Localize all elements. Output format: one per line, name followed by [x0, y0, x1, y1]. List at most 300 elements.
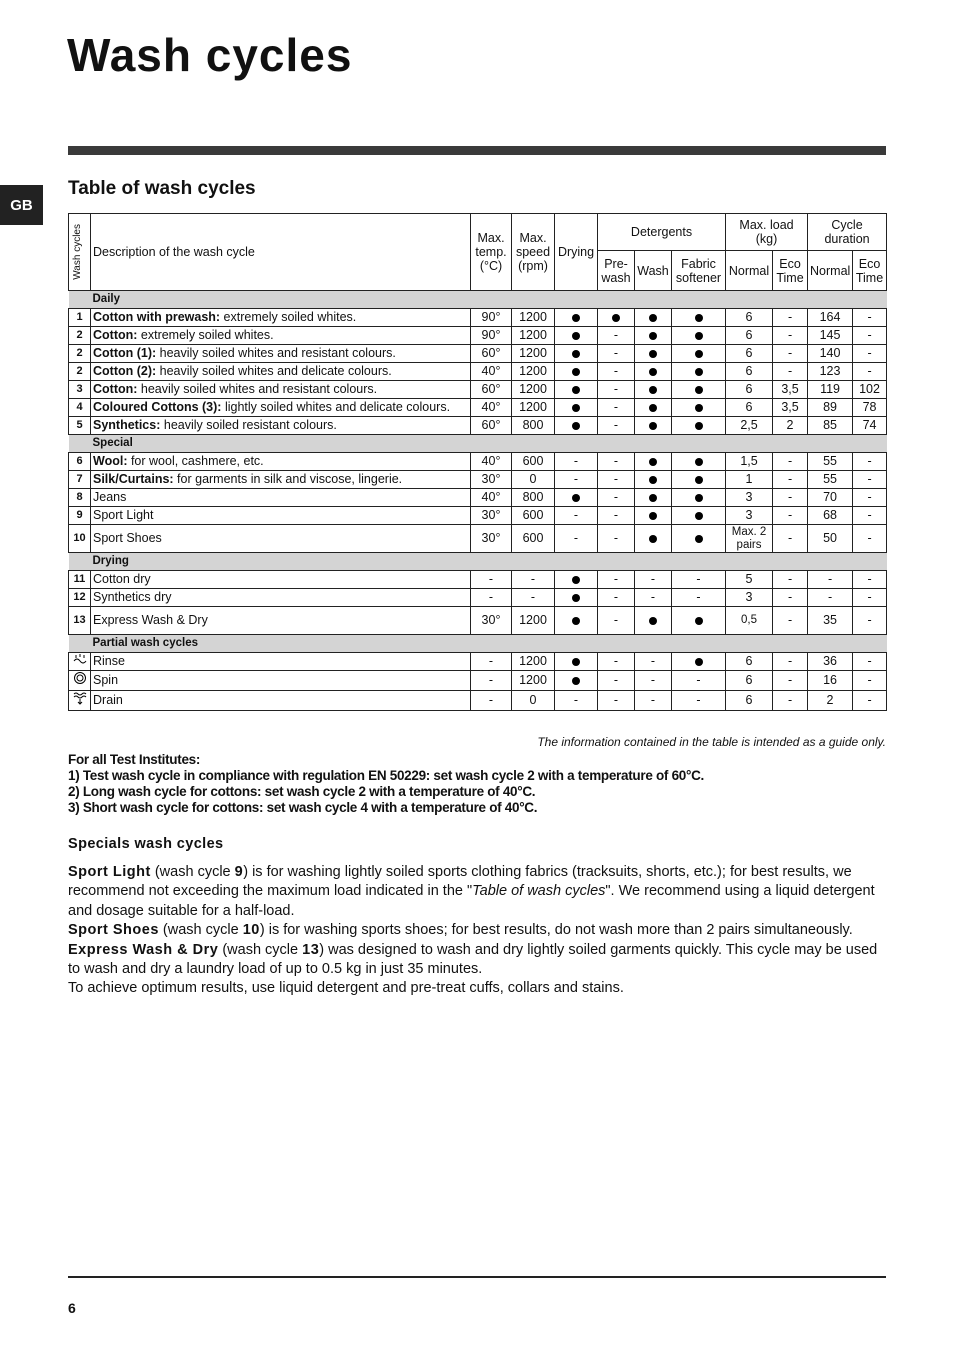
- temp-cell: -: [471, 589, 512, 607]
- load_eco-cell: -: [773, 453, 808, 471]
- cycle-description: Jeans: [91, 489, 471, 507]
- softener-cell: [672, 327, 726, 345]
- table-row: [69, 507, 887, 525]
- load-normal-header: Normal: [726, 251, 773, 291]
- prewash-cell: -: [598, 345, 635, 363]
- bullet-icon: [649, 386, 657, 394]
- dur_eco-cell: -: [853, 489, 887, 507]
- softener-cell: -: [672, 589, 726, 607]
- wash-cell: [635, 345, 672, 363]
- speed-cell: 1200: [512, 607, 555, 635]
- temp-cell: 30°: [471, 607, 512, 635]
- spin-icon: [69, 671, 91, 691]
- cycle-description: Silk/Curtains: for garments in silk and viscose, lingerie.: [91, 471, 471, 489]
- load_eco-cell: -: [773, 671, 808, 691]
- load_eco-cell: -: [773, 507, 808, 525]
- sport-light-text1: ) is for washing lightly soiled sports clothing fabrics (tracksuits, shorts, etc.); for best results, we recommend not exceeding the maximum load indicated in the ": [68, 864, 852, 900]
- section-label: Daily: [91, 291, 887, 309]
- load_eco-cell: -: [773, 525, 808, 553]
- temp-cell: 30°: [471, 471, 512, 489]
- speed-cell: 600: [512, 525, 555, 553]
- temp-cell: 60°: [471, 345, 512, 363]
- drying-header: Drying: [555, 214, 598, 291]
- speed-cell: 600: [512, 453, 555, 471]
- drying-cell: [555, 309, 598, 327]
- wash-header: Wash: [635, 251, 672, 291]
- table-row: [69, 671, 887, 691]
- institutes-item-1: 1) Test wash cycle in compliance with regulation EN 50229: set wash cycle 2 with a temperature of 60°C.: [68, 768, 704, 783]
- cycle-description: Drain: [91, 691, 471, 711]
- dur_eco-cell: -: [853, 691, 887, 711]
- softener-cell: [672, 309, 726, 327]
- softener-cell: [672, 607, 726, 635]
- table-body: [69, 291, 887, 711]
- specials-body: [68, 863, 886, 999]
- dur_eco-cell: -: [853, 309, 887, 327]
- institutes-item-3: 3) Short wash cycle for cottons: set wash cycle 4 with a temperature of 40°C.: [68, 800, 538, 815]
- drying-cell: [555, 571, 598, 589]
- cycle-number: 7: [69, 471, 91, 489]
- sport-light-text2: ". We recommend using a liquid detergent and dosage suitable for a half-load.: [68, 883, 875, 919]
- drying-cell: -: [555, 525, 598, 553]
- dur_eco-cell: -: [853, 589, 887, 607]
- wash-cell: [635, 309, 672, 327]
- dur_eco-cell: -: [853, 607, 887, 635]
- load_normal-cell: 6: [726, 309, 773, 327]
- bullet-icon: [649, 476, 657, 484]
- max-speed-header: Max. speed (rpm): [512, 214, 555, 291]
- load_eco-cell: -: [773, 653, 808, 671]
- cycle-description: Cotton dry: [91, 571, 471, 589]
- bullet-icon: [572, 677, 580, 685]
- load_eco-cell: -: [773, 363, 808, 381]
- temp-cell: 40°: [471, 399, 512, 417]
- prewash-cell: -: [598, 489, 635, 507]
- cycle-number: 13: [69, 607, 91, 635]
- section-row: [69, 291, 887, 309]
- dur_eco-cell: -: [853, 327, 887, 345]
- wash-cell: -: [635, 589, 672, 607]
- speed-cell: 1200: [512, 363, 555, 381]
- temp-cell: -: [471, 653, 512, 671]
- sport-light-num: 9: [234, 864, 244, 880]
- test-institutes-notes: [68, 752, 704, 816]
- institutes-item-2: 2) Long wash cycle for cottons: set wash cycle 2 with a temperature of 40°C.: [68, 784, 536, 799]
- drying-cell: [555, 653, 598, 671]
- cycle-number: 4: [69, 399, 91, 417]
- cycle-number: 5: [69, 417, 91, 435]
- cycle-number: 11: [69, 571, 91, 589]
- dur_normal-cell: 70: [808, 489, 853, 507]
- cycle-description: Cotton (2): heavily soiled whites and delicate colours.: [91, 363, 471, 381]
- section-label: Drying: [91, 553, 887, 571]
- temp-cell: 90°: [471, 309, 512, 327]
- prewash-cell: -: [598, 327, 635, 345]
- bullet-icon: [572, 594, 580, 602]
- duration-normal-header: Normal: [808, 251, 853, 291]
- load-eco-header: Eco Time: [773, 251, 808, 291]
- bullet-icon: [572, 658, 580, 666]
- temp-cell: -: [471, 691, 512, 711]
- cycle-description: Sport Light: [91, 507, 471, 525]
- dur_normal-cell: 68: [808, 507, 853, 525]
- dur_normal-cell: 35: [808, 607, 853, 635]
- load_normal-cell: 1,5: [726, 453, 773, 471]
- table-row: [69, 525, 887, 553]
- prewash-cell: -: [598, 399, 635, 417]
- sport-shoes-paragraph: [68, 921, 886, 940]
- wash-cell: [635, 525, 672, 553]
- speed-cell: 1200: [512, 653, 555, 671]
- page-title: Wash cycles: [67, 29, 353, 81]
- cycle-number: 10: [69, 525, 91, 553]
- dur_eco-cell: 74: [853, 417, 887, 435]
- drying-cell: [555, 327, 598, 345]
- speed-cell: 0: [512, 691, 555, 711]
- softener-cell: [672, 653, 726, 671]
- load_eco-cell: -: [773, 489, 808, 507]
- wash-cell: -: [635, 653, 672, 671]
- bullet-icon: [695, 512, 703, 520]
- wash-cell: [635, 507, 672, 525]
- bullet-icon: [695, 350, 703, 358]
- load_eco-cell: -: [773, 309, 808, 327]
- table-row: [69, 345, 887, 363]
- duration-eco-header: Eco Time: [853, 251, 887, 291]
- speed-cell: 1200: [512, 327, 555, 345]
- dur_normal-cell: 123: [808, 363, 853, 381]
- softener-cell: -: [672, 671, 726, 691]
- table-row: [69, 571, 887, 589]
- dur_normal-cell: 164: [808, 309, 853, 327]
- table-row: [69, 453, 887, 471]
- table-footnote: The information contained in the table is intended as a guide only.: [537, 735, 886, 749]
- bullet-icon: [695, 422, 703, 430]
- softener-cell: -: [672, 571, 726, 589]
- table-row: [69, 327, 887, 345]
- prewash-header: Pre-wash: [598, 251, 635, 291]
- softener-cell: [672, 363, 726, 381]
- wash-cycles-header: Wash cycles: [69, 214, 91, 291]
- dur_normal-cell: 140: [808, 345, 853, 363]
- load_normal-cell: 6: [726, 653, 773, 671]
- bullet-icon: [572, 314, 580, 322]
- wash-cell: [635, 471, 672, 489]
- load_eco-cell: -: [773, 691, 808, 711]
- dur_normal-cell: 16: [808, 671, 853, 691]
- load_normal-cell: 6: [726, 691, 773, 711]
- cycle-number: 2: [69, 345, 91, 363]
- fabric-softener-header: Fabric softener: [672, 251, 726, 291]
- load_normal-cell: Max. 2 pairs: [726, 525, 773, 553]
- softener-cell: [672, 507, 726, 525]
- drying-cell: [555, 381, 598, 399]
- bullet-icon: [572, 368, 580, 376]
- drying-cell: -: [555, 691, 598, 711]
- drying-cell: [555, 489, 598, 507]
- speed-cell: 1200: [512, 671, 555, 691]
- bullet-icon: [572, 576, 580, 584]
- table-row: [69, 653, 887, 671]
- prewash-cell: -: [598, 417, 635, 435]
- section-row: [69, 553, 887, 571]
- sport-light-paragraph: [68, 863, 886, 921]
- cycle-description: Sport Shoes: [91, 525, 471, 553]
- bullet-icon: [695, 476, 703, 484]
- bullet-icon: [572, 494, 580, 502]
- sport-shoes-text1: ) is for washing sports shoes; for best results, do not wash more than 2 pairs simultaneously.: [259, 922, 853, 939]
- cycle-description: Rinse: [91, 653, 471, 671]
- wash-cell: [635, 327, 672, 345]
- section-row: [69, 635, 887, 653]
- bullet-icon: [695, 368, 703, 376]
- bullet-icon: [695, 617, 703, 625]
- dur_normal-cell: 55: [808, 453, 853, 471]
- dur_normal-cell: -: [808, 589, 853, 607]
- softener-cell: [672, 345, 726, 363]
- drying-cell: [555, 589, 598, 607]
- bullet-icon: [695, 458, 703, 466]
- table-row: [69, 399, 887, 417]
- dur_eco-cell: 102: [853, 381, 887, 399]
- table-title: Table of wash cycles: [68, 178, 256, 199]
- temp-cell: 40°: [471, 489, 512, 507]
- temp-cell: 30°: [471, 525, 512, 553]
- drying-cell: [555, 363, 598, 381]
- table-row: [69, 381, 887, 399]
- bullet-icon: [695, 494, 703, 502]
- dur_normal-cell: 119: [808, 381, 853, 399]
- final-paragraph: To achieve optimum results, use liquid detergent and pre-treat cuffs, collars and stains.: [68, 980, 624, 997]
- cycle-duration-header: Cycle duration: [808, 214, 887, 251]
- dur_eco-cell: 78: [853, 399, 887, 417]
- description-header: Description of the wash cycle: [91, 214, 471, 291]
- table-row: [69, 589, 887, 607]
- table-row: [69, 417, 887, 435]
- load_normal-cell: 1: [726, 471, 773, 489]
- dur_normal-cell: 2: [808, 691, 853, 711]
- prewash-cell: -: [598, 691, 635, 711]
- temp-cell: 40°: [471, 363, 512, 381]
- load_eco-cell: -: [773, 589, 808, 607]
- drying-cell: -: [555, 453, 598, 471]
- dur_eco-cell: -: [853, 653, 887, 671]
- load_normal-cell: 5: [726, 571, 773, 589]
- cycle-number: 2: [69, 327, 91, 345]
- cycle-number: 8: [69, 489, 91, 507]
- cycle-number: 2: [69, 363, 91, 381]
- bullet-icon: [572, 617, 580, 625]
- softener-cell: [672, 471, 726, 489]
- speed-cell: 0: [512, 471, 555, 489]
- cycle-description: Cotton with prewash: extremely soiled whites.: [91, 309, 471, 327]
- temp-cell: 60°: [471, 417, 512, 435]
- dur_eco-cell: -: [853, 453, 887, 471]
- express-pre: (wash cycle: [218, 941, 303, 958]
- dur_eco-cell: -: [853, 507, 887, 525]
- dur_normal-cell: 50: [808, 525, 853, 553]
- bullet-icon: [572, 350, 580, 358]
- specials-title: Specials wash cycles: [68, 836, 224, 852]
- dur_normal-cell: 55: [808, 471, 853, 489]
- wash-cell: [635, 363, 672, 381]
- detergents-header: Detergents: [598, 214, 726, 251]
- load_normal-cell: 3: [726, 589, 773, 607]
- load_normal-cell: 6: [726, 399, 773, 417]
- temp-cell: 60°: [471, 381, 512, 399]
- bullet-icon: [572, 386, 580, 394]
- drying-cell: [555, 417, 598, 435]
- temp-cell: -: [471, 671, 512, 691]
- bullet-icon: [649, 494, 657, 502]
- page-number: 6: [68, 1300, 76, 1316]
- wash-cell: -: [635, 691, 672, 711]
- speed-cell: 800: [512, 417, 555, 435]
- rinse-icon: [69, 653, 91, 671]
- dur_eco-cell: -: [853, 571, 887, 589]
- cycle-description: Wool: for wool, cashmere, etc.: [91, 453, 471, 471]
- prewash-cell: -: [598, 653, 635, 671]
- prewash-cell: -: [598, 525, 635, 553]
- load_eco-cell: -: [773, 327, 808, 345]
- bullet-icon: [695, 314, 703, 322]
- section-label: Special: [91, 435, 887, 453]
- dur_eco-cell: -: [853, 525, 887, 553]
- section-row: [69, 435, 887, 453]
- load_eco-cell: 3,5: [773, 381, 808, 399]
- bullet-icon: [572, 332, 580, 340]
- sport-shoes-name: Sport Shoes: [68, 922, 159, 939]
- temp-cell: 30°: [471, 507, 512, 525]
- cycle-description: Coloured Cottons (3): lightly soiled whites and delicate colours.: [91, 399, 471, 417]
- dur_normal-cell: 89: [808, 399, 853, 417]
- prewash-cell: -: [598, 381, 635, 399]
- express-name: Express Wash & Dry: [68, 941, 219, 958]
- bullet-icon: [695, 658, 703, 666]
- drying-cell: [555, 671, 598, 691]
- load_normal-cell: 6: [726, 363, 773, 381]
- table-row: [69, 471, 887, 489]
- speed-cell: 1200: [512, 345, 555, 363]
- drain-icon: [69, 691, 91, 711]
- softener-cell: [672, 417, 726, 435]
- load_eco-cell: 2: [773, 417, 808, 435]
- prewash-cell: -: [598, 471, 635, 489]
- prewash-cell: -: [598, 507, 635, 525]
- temp-cell: 90°: [471, 327, 512, 345]
- wash-cell: [635, 381, 672, 399]
- sport-shoes-pre: (wash cycle: [158, 922, 243, 939]
- cycle-number: 1: [69, 309, 91, 327]
- footer-rule: [68, 1276, 886, 1278]
- prewash-cell: -: [598, 571, 635, 589]
- express-text1: ) was designed to wash and dry lightly soiled garments quickly. This cycle may be used to wash and dry a laundry load of up to 0.5 kg in just 35 minutes.: [68, 941, 878, 978]
- cycle-description: Synthetics dry: [91, 589, 471, 607]
- temp-cell: 40°: [471, 453, 512, 471]
- bullet-icon: [649, 458, 657, 466]
- speed-cell: 1200: [512, 399, 555, 417]
- dur_eco-cell: -: [853, 471, 887, 489]
- bullet-icon: [572, 422, 580, 430]
- bullet-icon: [649, 350, 657, 358]
- prewash-cell: -: [598, 589, 635, 607]
- cycle-number: 12: [69, 589, 91, 607]
- prewash-cell: -: [598, 363, 635, 381]
- load_eco-cell: 3,5: [773, 399, 808, 417]
- bullet-icon: [695, 386, 703, 394]
- load_normal-cell: 6: [726, 345, 773, 363]
- load_normal-cell: 6: [726, 327, 773, 345]
- load_normal-cell: 6: [726, 381, 773, 399]
- header-rule: [68, 146, 886, 155]
- cycle-number: 3: [69, 381, 91, 399]
- prewash-cell: -: [598, 671, 635, 691]
- wash-cell: [635, 607, 672, 635]
- wash-cell: [635, 399, 672, 417]
- speed-cell: -: [512, 589, 555, 607]
- softener-cell: [672, 453, 726, 471]
- dur_eco-cell: -: [853, 671, 887, 691]
- drying-cell: [555, 399, 598, 417]
- express-num: 13: [302, 941, 320, 958]
- drying-cell: [555, 607, 598, 635]
- table-row: [69, 309, 887, 327]
- softener-cell: [672, 381, 726, 399]
- sport-light-pre: (wash cycle: [150, 864, 235, 880]
- bullet-icon: [649, 314, 657, 322]
- bullet-icon: [649, 422, 657, 430]
- softener-cell: [672, 525, 726, 553]
- softener-cell: [672, 489, 726, 507]
- table-row: [69, 489, 887, 507]
- language-tab: GB: [0, 185, 43, 225]
- drying-cell: [555, 345, 598, 363]
- max-load-header: Max. load (kg): [726, 214, 808, 251]
- max-temp-header: Max. temp. (°C): [471, 214, 512, 291]
- load_normal-cell: 2,5: [726, 417, 773, 435]
- bullet-icon: [572, 404, 580, 412]
- load_normal-cell: 0,5: [726, 607, 773, 635]
- prewash-cell: [598, 309, 635, 327]
- speed-cell: 800: [512, 489, 555, 507]
- bullet-icon: [695, 535, 703, 543]
- cycle-description: Spin: [91, 671, 471, 691]
- section-label: Partial wash cycles: [91, 635, 887, 653]
- bullet-icon: [695, 332, 703, 340]
- speed-cell: 1200: [512, 381, 555, 399]
- institutes-heading: For all Test Institutes:: [68, 752, 201, 767]
- table-row: [69, 363, 887, 381]
- dur_normal-cell: -: [808, 571, 853, 589]
- bullet-icon: [612, 314, 620, 322]
- speed-cell: -: [512, 571, 555, 589]
- load_eco-cell: -: [773, 571, 808, 589]
- bullet-icon: [649, 535, 657, 543]
- cycle-description: Cotton: heavily soiled whites and resistant colours.: [91, 381, 471, 399]
- table-row: [69, 691, 887, 711]
- wash-cell: [635, 417, 672, 435]
- wash-cell: -: [635, 671, 672, 691]
- dur_normal-cell: 36: [808, 653, 853, 671]
- bullet-icon: [649, 512, 657, 520]
- cycle-description: Cotton (1): heavily soiled whites and resistant colours.: [91, 345, 471, 363]
- speed-cell: 1200: [512, 309, 555, 327]
- bullet-icon: [649, 617, 657, 625]
- load_eco-cell: -: [773, 471, 808, 489]
- wash-cell: [635, 453, 672, 471]
- bullet-icon: [695, 404, 703, 412]
- cycle-description: Express Wash & Dry: [91, 607, 471, 635]
